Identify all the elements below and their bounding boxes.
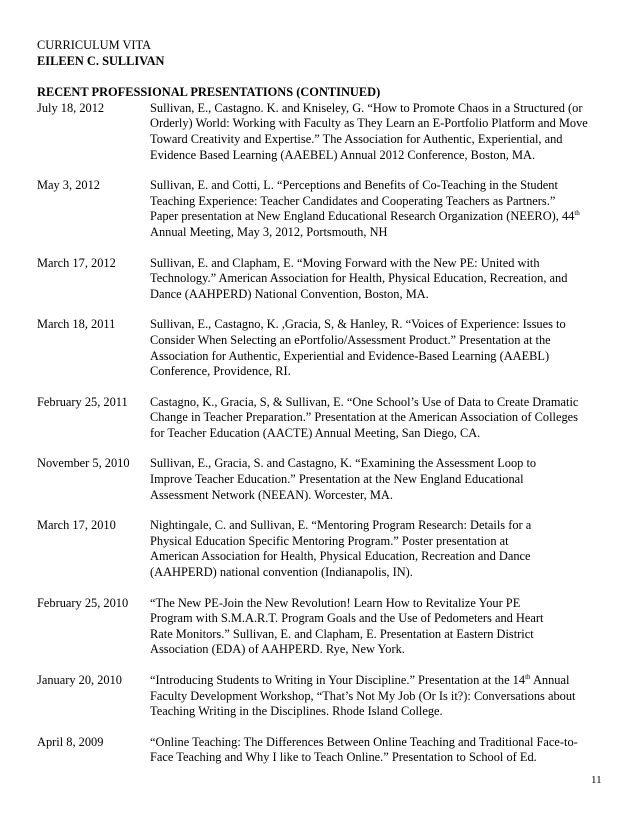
section-heading: RECENT PROFESSIONAL PRESENTATIONS (CONTINUED)	[37, 85, 381, 100]
entry-text	[150, 256, 603, 303]
entry-line: Sullivan, E. and Cotti, L. “Perceptions and Benefits of Co-Teaching in the Student	[150, 178, 558, 193]
entry-line: Teaching Writing in the Disciplines. Rhode Island College.	[150, 704, 443, 719]
entry-line: Nightingale, C. and Sullivan, E. “Mentoring Program Research: Details for a	[150, 518, 532, 533]
entry-line	[150, 673, 603, 689]
entry-date: March 17, 2012	[37, 255, 116, 270]
entry-line: Physical Education Specific Mentoring Program.” Poster presentation at	[150, 533, 509, 548]
presentation-entry	[37, 256, 603, 303]
entry-text	[150, 673, 603, 720]
entry-line: Faculty Development Workshop, “That’s Not My Job (Or Is it?): Conversations about	[150, 688, 576, 703]
entry-date: April 8, 2009	[37, 734, 104, 749]
presentation-entry	[37, 735, 603, 766]
page-number: 11	[591, 774, 602, 786]
entry-date: July 18, 2012	[37, 100, 105, 115]
entry-line: Assessment Network (NEEAN). Worcester, MA.	[150, 487, 393, 502]
entry-line: for Teacher Education (AACTE) Annual Meeting, San Diego, CA.	[150, 425, 481, 440]
entry-line: Orderly) World: Working with Faculty as They Learn an E-Portfolio Platform and Move	[150, 116, 588, 131]
entry-line: Sullivan, E. and Clapham, E. “Moving Forward with the New PE: United with	[150, 255, 540, 270]
presentation-entry	[37, 456, 603, 503]
entry-line: (AAHPERD) national convention (Indianapolis, IN).	[150, 565, 413, 580]
entry-line: Change in Teacher Preparation.” Presentation at the American Association of Colleges	[150, 410, 578, 425]
presentation-entry	[37, 317, 603, 379]
entry-line: Technology.” American Association for Health, Physical Education, Recreation, and	[150, 271, 568, 286]
entry-line: “Online Teaching: The Differences Between Online Teaching and Traditional Face-to-	[150, 734, 578, 749]
entry-date: March 18, 2011	[37, 317, 116, 332]
entry-line: Toward Creativity and Expertise.” The Association for Authentic, Experiential, and	[150, 131, 563, 146]
entry-line	[150, 209, 603, 225]
presentation-entry	[37, 395, 603, 442]
entry-line: “The New PE-Join the New Revolution! Learn How to Revitalize Your PE	[150, 595, 521, 610]
presentation-entry	[37, 518, 603, 580]
entry-text	[150, 518, 603, 580]
entry-line: Castagno, K., Gracia, S, & Sullivan, E. “One School’s Use of Data to Create Dramatic	[150, 394, 579, 409]
entry-line: Annual Meeting, May 3, 2012, Portsmouth, NH	[150, 224, 388, 239]
entry-line: American Association for Health, Physical Education, Recreation and Dance	[150, 549, 531, 564]
entry-line: Teaching Experience: Teacher Candidates and Cooperating Teachers as Partners.”	[150, 193, 556, 208]
entry-line-text: “Introducing Students to Writing in Your Discipline.” Presentation at the 14	[150, 673, 526, 687]
entry-line: Association for Authentic, Experiential and Evidence-Based Learning (AAEBL)	[150, 348, 550, 363]
entry-line: Sullivan, E., Gracia, S. and Castagno, K. “Examining the Assessment Loop to	[150, 456, 537, 471]
presentation-entry	[37, 101, 603, 163]
doc-title: CURRICULUM VITA	[37, 38, 152, 52]
entry-line: Improve Teacher Education.” Presentation at the New England Educational	[150, 472, 524, 487]
entry-date: May 3, 2012	[37, 178, 100, 193]
ordinal-suffix: th	[525, 673, 531, 681]
entry-date: February 25, 2011	[37, 394, 128, 409]
entry-line: Dance (AAHPERD) National Convention, Boston, MA.	[150, 286, 429, 301]
entry-date: March 17, 2010	[37, 518, 116, 533]
entry-text	[150, 395, 603, 442]
entry-line: Association (EDA) of AAHPERD. Rye, New York.	[150, 642, 405, 657]
entry-line: Sullivan, E., Castagno. K. and Kniseley, G. “How to Promote Chaos in a Structured (or	[150, 100, 583, 115]
entry-line: Face Teaching and Why I like to Teach Online.” Presentation to School of Ed.	[150, 750, 537, 765]
entry-date: February 25, 2010	[37, 595, 129, 610]
entry-text	[150, 735, 603, 766]
entry-line: Sullivan, E., Castagno, K. ,Gracia, S, & Hanley, R. “Voices of Experience: Issues to	[150, 317, 566, 332]
author-name: EILEEN C. SULLIVAN	[37, 53, 165, 68]
ordinal-suffix: th	[574, 209, 580, 218]
entry-text	[150, 456, 603, 503]
entry-line: Program with S.M.A.R.T. Program Goals and the Use of Pedometers and Heart	[150, 611, 544, 626]
entry-line-tail: Annual	[530, 673, 570, 687]
entry-line: Evidence Based Learning (AAEBEL) Annual 2012 Conference, Boston, MA.	[150, 147, 536, 162]
presentation-entry	[37, 673, 603, 720]
entry-text	[150, 178, 603, 240]
presentation-entry	[37, 178, 603, 240]
entry-text	[150, 101, 603, 163]
entry-line: Rate Monitors.” Sullivan, E. and Clapham, E. Presentation at Eastern District	[150, 626, 534, 641]
entry-text	[150, 317, 603, 379]
entry-line: Consider When Selecting an ePortfolio/Assessment Product.” Presentation at the	[150, 332, 551, 347]
entry-text	[150, 596, 603, 658]
presentations-list	[37, 101, 603, 766]
entry-date: January 20, 2010	[37, 673, 122, 687]
presentation-entry	[37, 596, 603, 658]
entry-line: Conference, Providence, RI.	[150, 364, 291, 379]
entry-date: November 5, 2010	[37, 456, 130, 471]
entry-line-text: Paper presentation at New England Educational Research Organization (NEERO), 44	[150, 209, 575, 224]
cv-page	[37, 38, 603, 766]
